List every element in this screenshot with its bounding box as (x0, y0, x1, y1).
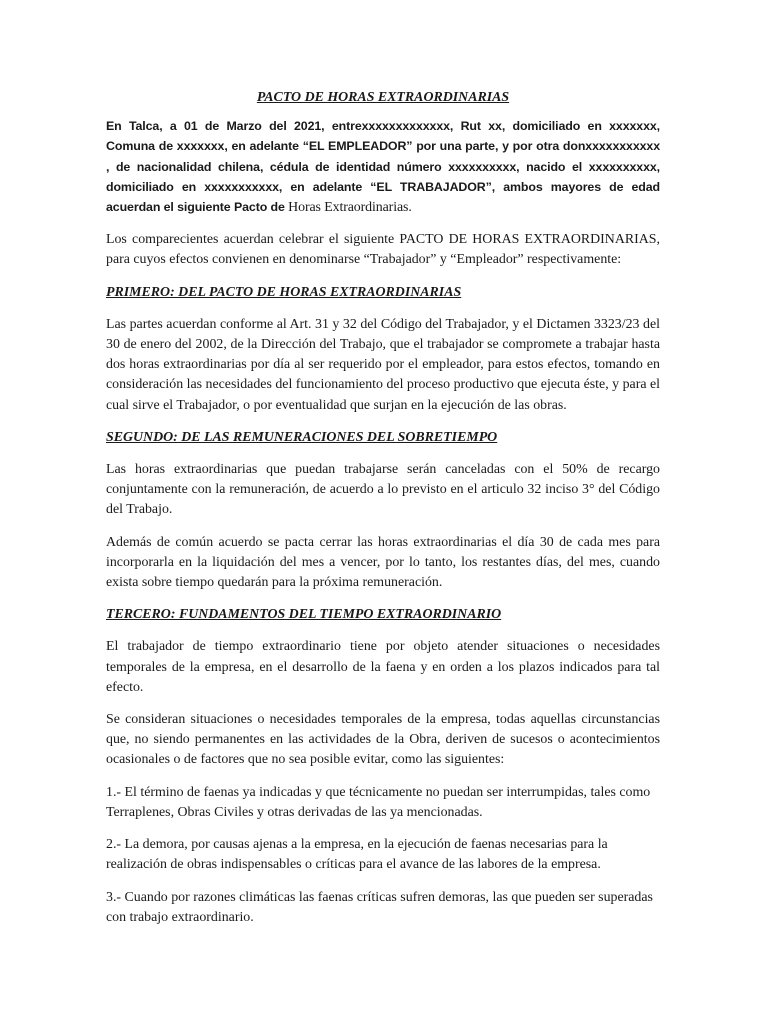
section-segundo-heading: SEGUNDO: DE LAS REMUNERACIONES DEL SOBRETIEMPO (106, 429, 498, 445)
section-tercero-paragraph-1: El trabajador de tiempo extraordinario tiene por objeto atender situaciones o necesidades temporales de la empresa, en el desarrollo de la faena y en orden a los plazos indicados para tal efecto. (106, 639, 660, 695)
list-item: 2.- La demora, por causas ajenas a la empresa, en la ejecución de faenas necesarias para la realización de obras indispensables o críticas para el avance de las labores de la empresa. (106, 837, 608, 873)
section-primero-paragraph: Las partes acuerdan conforme al Art. 31 y 32 del Código del Trabajador, y el Dictamen 3323/23 del 30 de enero del 2002, de la Dirección del Trabajo, que el trabajador se compromete a trabajar hasta dos horas extraordinarias por día al ser requerido por el empleador, para estos efectos, tomando en consideración las necesidades del funcionamiento del proceso productivo que ejecuta éste, y para el cual sirve el Trabajador, o por eventualidad que surjan en la ejecución de las obras. (106, 316, 660, 413)
comparecientes-paragraph: Los comparecientes acuerdan celebrar el siguiente PACTO DE HORAS EXTRAORDINARIAS, para cuyos efectos convienen en denominarse “Trabajador” y “Empleador” respectivamente: (106, 232, 660, 268)
document-title: PACTO DE HORAS EXTRAORDINARIAS (256, 90, 510, 105)
section-tercero-heading: TERCERO: FUNDAMENTOS DEL TIEMPO EXTRAORDINARIO (106, 607, 502, 623)
list-item: 1.- El término de faenas ya indicadas y que técnicamente no puedan ser interrumpidas, tales como Terraplenes, Obras Civiles y otras derivadas de las ya mencionadas. (106, 784, 651, 820)
section-tercero-paragraph-2: Se consideran situaciones o necesidades temporales de la empresa, todas aquellas circunstancias que, no siendo permanentes en las actividades de la Obra, deriven de sucesos o acontecimientos ocasionales o de factores que no sea posible evitar, como las siguientes: (106, 712, 660, 768)
intro-regular-text: Horas Extraordinarias. (284, 200, 412, 216)
intro-paragraph (106, 116, 660, 218)
section-primero-heading: PRIMERO: DEL PACTO DE HORAS EXTRAORDINARIAS (106, 284, 462, 300)
document-page (106, 88, 660, 940)
list-item: 3.- Cuando por razones climáticas las faenas críticas sufren demoras, las que pueden ser superadas con trabajo extraordinario. (106, 889, 653, 925)
section-segundo-paragraph-2: Además de común acuerdo se pacta cerrar las horas extraordinarias el día 30 de cada mes para incorporarla en la liquidación del mes a vencer, por lo tanto, los restantes días, del mes, cuando exista sobre tiempo quedarán para la próxima remuneración. (106, 534, 660, 591)
section-segundo-paragraph-1: Las horas extraordinarias que puedan trabajarse serán canceladas con el 50% de recargo conjuntamente con la remuneración, de acuerdo a lo previsto en el articulo 32 inciso 3° del Código del Trabajo. (106, 462, 660, 518)
intro-bold-text: En Talca, a 01 de Marzo del 2021, entrexxxxxxxxxxxxx, Rut xx, domiciliado en xxxxxxx, Comuna de xxxxxxx, en adelante “EL EMPLEADOR” por una parte, y por otra donxxxxxxxxxxx , de nacionalidad chilena, cédula de identidad número xxxxxxxxxx, nacido el xxxxxxxxxx, domiciliado en xxxxxxxxxxx, en adelante “EL TRABAJADOR”, ambos mayores de edad acuerdan el siguiente Pacto de (106, 119, 660, 215)
